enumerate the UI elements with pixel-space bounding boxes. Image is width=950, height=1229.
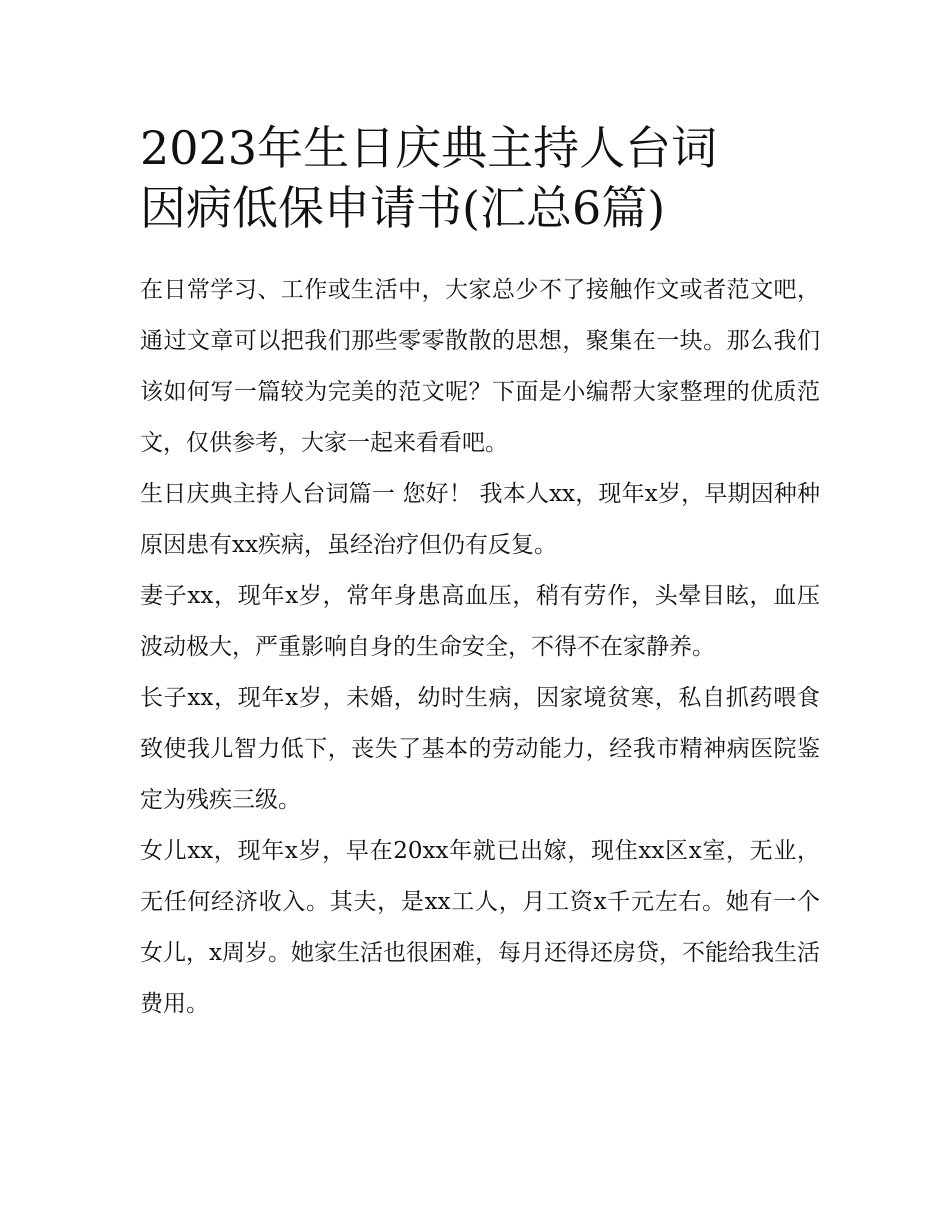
title-line-2: 因病低保申请书(汇总6篇) [140,181,666,235]
paragraph-intro: 在日常学习、工作或生活中，大家总少不了接触作文或者范文吧，通过文章可以把我们那些零零散散的思想，聚集在一块。那么我们该如何写一篇较为完美的范文呢？下面是小编帮大家整理的优质范文，仅供参考，大家一起来看看吧。 [140,277,820,456]
paragraph-wife: 妻子xx，现年x岁，常年身患高血压，稍有劳作，头晕目眩，血压波动极大，严重影响自身的生命安全，不得不在家静养。 [140,583,820,660]
document-body [140,265,820,1030]
document-page [140,118,820,1030]
paragraph-self: 生日庆典主持人台词篇一 您好！ 我本人xx，现年x岁，早期因种种原因患有xx疾病，虽经治疗但仍有反复。 [140,481,820,558]
document-title [140,118,820,238]
title-line-1: 2023年生日庆典主持人台词 [140,121,718,175]
paragraph-son: 长子xx，现年x岁，未婚，幼时生病，因家境贫寒，私自抓药喂食致使我儿智力低下，丧失了基本的劳动能力，经我市精神病医院鉴定为残疾三级。 [140,685,820,813]
paragraph-daughter: 女儿xx，现年x岁，早在20xx年就已出嫁，现住xx区x室，无业，无任何经济收入。其夫，是xx工人，月工资x千元左右。她有一个女儿，x周岁。她家生活也很困难，每月还得还房贷，不能给我生活费用。 [140,838,820,1017]
